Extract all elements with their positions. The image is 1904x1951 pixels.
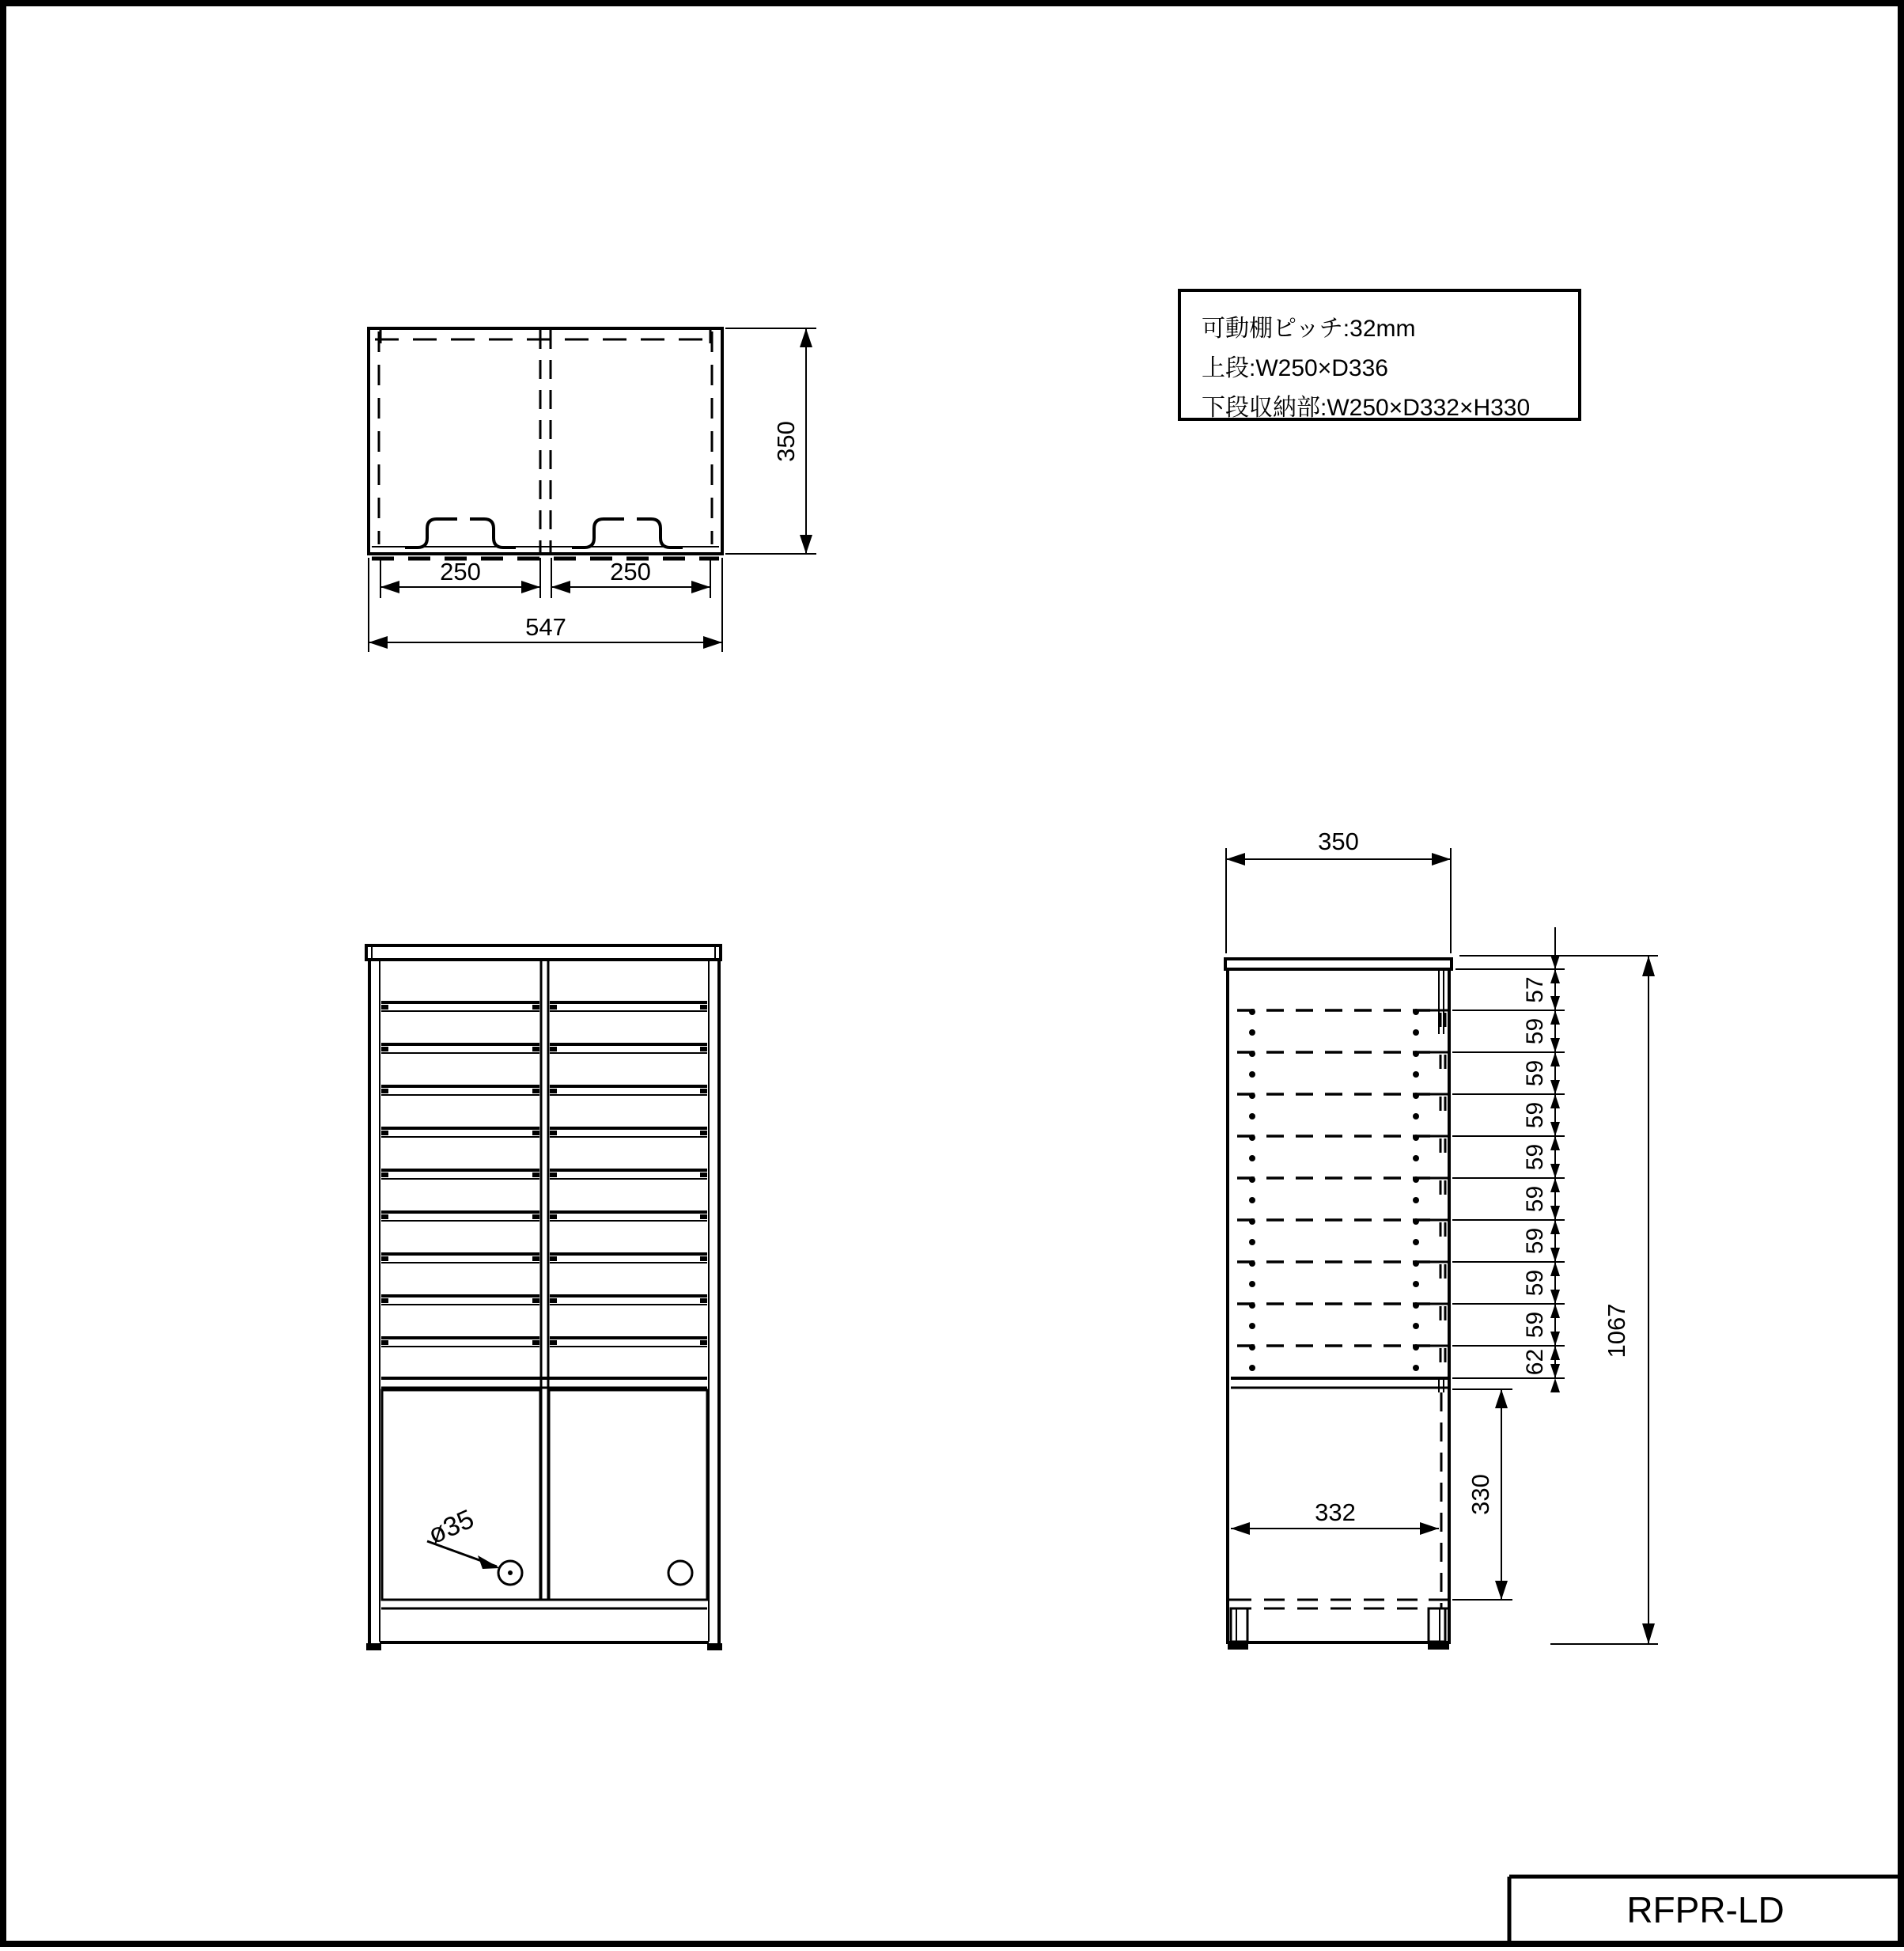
side-leg-right [1429,1608,1445,1642]
arrowhead [1432,853,1451,866]
top-view-bracket-left [405,519,516,547]
chain-arrowhead [1550,1080,1560,1094]
arrowhead [369,636,388,649]
shelf-support-notch [550,1047,557,1051]
shelf-support-notch [550,1131,557,1135]
title-block [1509,1877,1901,1944]
dim-label: 350 [772,421,800,462]
shelf-support-notch [550,1256,557,1261]
front-foot-right [707,1643,722,1650]
pin-hole-dot [1249,1281,1255,1287]
chain-arrowhead [1550,969,1560,983]
chain-arrowhead [1550,1038,1560,1052]
arrowhead [1226,853,1245,866]
arrowhead [1495,1389,1508,1408]
dim-label: 547 [525,613,566,641]
dim-side-lower-height [1452,1389,1512,1600]
arrowhead [800,535,812,554]
arrowhead [703,636,722,649]
chain-arrowhead [1550,1136,1560,1150]
pin-hole-dot [1413,1113,1419,1119]
arrowhead [1495,1581,1508,1600]
pin-hole-dot [1413,1365,1419,1371]
dim-side-inner-depth [1231,1498,1439,1535]
chain-arrowhead [1550,1248,1560,1262]
dim-top-right-bay [551,558,710,598]
pin-hole-dot [1413,1029,1419,1036]
shelf-support-notch [550,1214,557,1219]
shelf-support-notch [700,1172,707,1177]
pin-hole-dot [1249,1051,1255,1057]
pin-hole-dot [1249,1009,1255,1015]
pin-hole-dot [1249,1093,1255,1099]
top-view-outline [369,328,722,554]
arrowhead [478,1555,500,1569]
shelf-support-notch [381,1047,388,1051]
pin-hole-dot [1413,1344,1419,1351]
side-view [1225,828,1658,1650]
arrowhead [800,328,812,347]
shelf-support-notch [550,1172,557,1177]
info-line-upper: 上段:W250×D336 [1202,355,1388,381]
pin-hole-dot [1413,1176,1419,1183]
pin-hole-dot [1249,1135,1255,1141]
pin-hole-dot [1413,1071,1419,1078]
shelf-support-notch [381,1298,388,1303]
side-foot-left [1228,1643,1248,1650]
chain-pitch-label: 59 [1522,1059,1548,1087]
info-line-pitch: 可動棚ピッチ:32mm [1202,316,1416,342]
dim-side-overall-height [1459,956,1658,1644]
shelf-support-notch [381,1089,388,1093]
chain-arrowhead [1550,1290,1560,1304]
pin-hole-dot [1413,1051,1419,1057]
chain-arrowhead [1550,1010,1560,1025]
chain-arrowhead [1550,1178,1560,1192]
pin-hole-dot [1413,1260,1419,1267]
chain-arrowhead [1550,1378,1560,1392]
side-foot-right [1428,1643,1449,1650]
arrowhead [691,581,710,593]
chain-pitch-label: 59 [1522,1143,1548,1171]
dim-label: ø35 [423,1503,479,1551]
shelf-support-notch [532,1047,539,1051]
shelf-support-notch [381,1172,388,1177]
pin-hole-dot [1249,1323,1255,1329]
pin-hole-dot [1413,1197,1419,1203]
arrowhead [1642,956,1655,976]
dim-side-width [1226,828,1451,953]
pin-hole-dot [1413,1009,1419,1015]
pin-hole-dot [1249,1302,1255,1309]
pin-hole-dot [1413,1239,1419,1245]
pin-hole-dot [1249,1197,1255,1203]
front-door-finger-hole-right [668,1561,692,1585]
pin-hole-dot [1249,1344,1255,1351]
pin-hole-dot [1413,1323,1419,1329]
chain-pitch-label: 62 [1522,1348,1548,1376]
dim-label: 330 [1467,1474,1494,1515]
side-pin-hole-dots [1249,1009,1419,1371]
shelf-support-notch [700,1005,707,1010]
front-sliding-door-left [382,1390,540,1600]
chain-arrowhead [1550,955,1560,969]
chain-pitch-label: 59 [1522,1017,1548,1045]
chain-pitch-label: 59 [1522,1269,1548,1297]
side-hidden-shelf-lines [1237,1010,1433,1346]
pin-hole-dot [1249,1260,1255,1267]
chain-arrowhead [1550,1094,1560,1108]
front-top-cap [366,945,721,960]
side-leg-left [1231,1608,1247,1642]
model-number: RFPR-LD [1626,1889,1785,1930]
shelf-support-notch [381,1256,388,1261]
chain-arrowhead [1550,1052,1560,1066]
front-door-hole-center-dot [508,1570,513,1575]
pin-hole-dot [1249,1365,1255,1371]
top-view-bracket-right [572,519,683,547]
shelf-support-notch [532,1005,539,1010]
shelf-support-notch [532,1340,539,1345]
top-view [369,328,816,652]
chain-arrowhead [1550,1346,1560,1360]
chain-arrowhead [1550,1262,1560,1276]
side-shelf-support-marks [1430,1010,1448,1362]
shelf-support-notch [532,1256,539,1261]
chain-arrowhead [1550,1206,1560,1220]
chain-arrowhead [1550,1304,1560,1318]
chain-arrowhead [1550,1220,1560,1234]
pin-hole-dot [1413,1218,1419,1225]
chain-pitch-label: 59 [1522,1101,1548,1129]
pin-hole-dot [1249,1113,1255,1119]
chain-arrowhead [1550,996,1560,1010]
shelf-support-notch [700,1298,707,1303]
pin-hole-dot [1413,1135,1419,1141]
pin-hole-dot [1413,1302,1419,1309]
dim-top-depth [725,328,816,554]
chain-pitch-label: 59 [1522,1185,1548,1213]
pin-hole-dot [1249,1071,1255,1078]
arrowhead [1420,1522,1439,1535]
pin-hole-dot [1249,1176,1255,1183]
dim-front-hole [424,1504,500,1569]
shelf-support-notch [550,1089,557,1093]
dim-label: 250 [610,558,651,585]
chain-pitch-label: 57 [1522,976,1548,1003]
shelf-support-notch [532,1089,539,1093]
pin-hole-dot [1413,1281,1419,1287]
shelf-support-notch [700,1340,707,1345]
dim-side-pitch-chain [1452,927,1565,1392]
pin-hole-dot [1249,1029,1255,1036]
chain-arrowhead [1550,1122,1560,1136]
pin-hole-dot [1249,1239,1255,1245]
front-sliding-door-right [549,1390,707,1600]
front-shelves [381,1002,707,1347]
shelf-support-notch [532,1214,539,1219]
pin-hole-dot [1413,1155,1419,1161]
side-top-panel [1225,959,1452,969]
dim-label: 332 [1315,1498,1356,1526]
dim-top-overall-width [369,558,722,652]
arrowhead [521,581,540,593]
chain-arrowhead [1550,1364,1560,1378]
shelf-support-notch [550,1298,557,1303]
shelf-support-notch [532,1298,539,1303]
arrowhead [1642,1623,1655,1644]
shelf-support-notch [532,1172,539,1177]
chain-pitch-label: 59 [1522,1227,1548,1255]
pin-hole-dot [1413,1093,1419,1099]
front-foot-left [366,1643,381,1650]
shelf-support-notch [700,1047,707,1051]
info-line-lower: 下段収納部:W250×D332×H330 [1202,395,1531,421]
shelf-support-notch [700,1256,707,1261]
chain-arrowhead [1550,1332,1560,1346]
arrowhead [551,581,570,593]
shelf-support-notch [700,1214,707,1219]
front-view [366,945,722,1650]
shelf-support-notch [550,1340,557,1345]
dim-label: 1067 [1603,1303,1630,1358]
shelf-support-notch [700,1131,707,1135]
pin-hole-dot [1249,1218,1255,1225]
shelf-support-notch [700,1089,707,1093]
shelf-support-notch [550,1005,557,1010]
dim-top-left-bay [380,558,540,598]
arrowhead [380,581,399,593]
pin-hole-dot [1249,1155,1255,1161]
chain-arrowhead [1550,1164,1560,1178]
shelf-support-notch [532,1131,539,1135]
dim-label: 350 [1318,828,1359,855]
dim-label: 250 [440,558,481,585]
shelf-support-notch [381,1005,388,1010]
shelf-support-notch [381,1131,388,1135]
arrowhead [1231,1522,1250,1535]
chain-pitch-label: 59 [1522,1311,1548,1339]
shelf-support-notch [381,1214,388,1219]
info-box [1179,290,1580,421]
page-border [3,3,1901,1944]
shelf-support-notch [381,1340,388,1345]
